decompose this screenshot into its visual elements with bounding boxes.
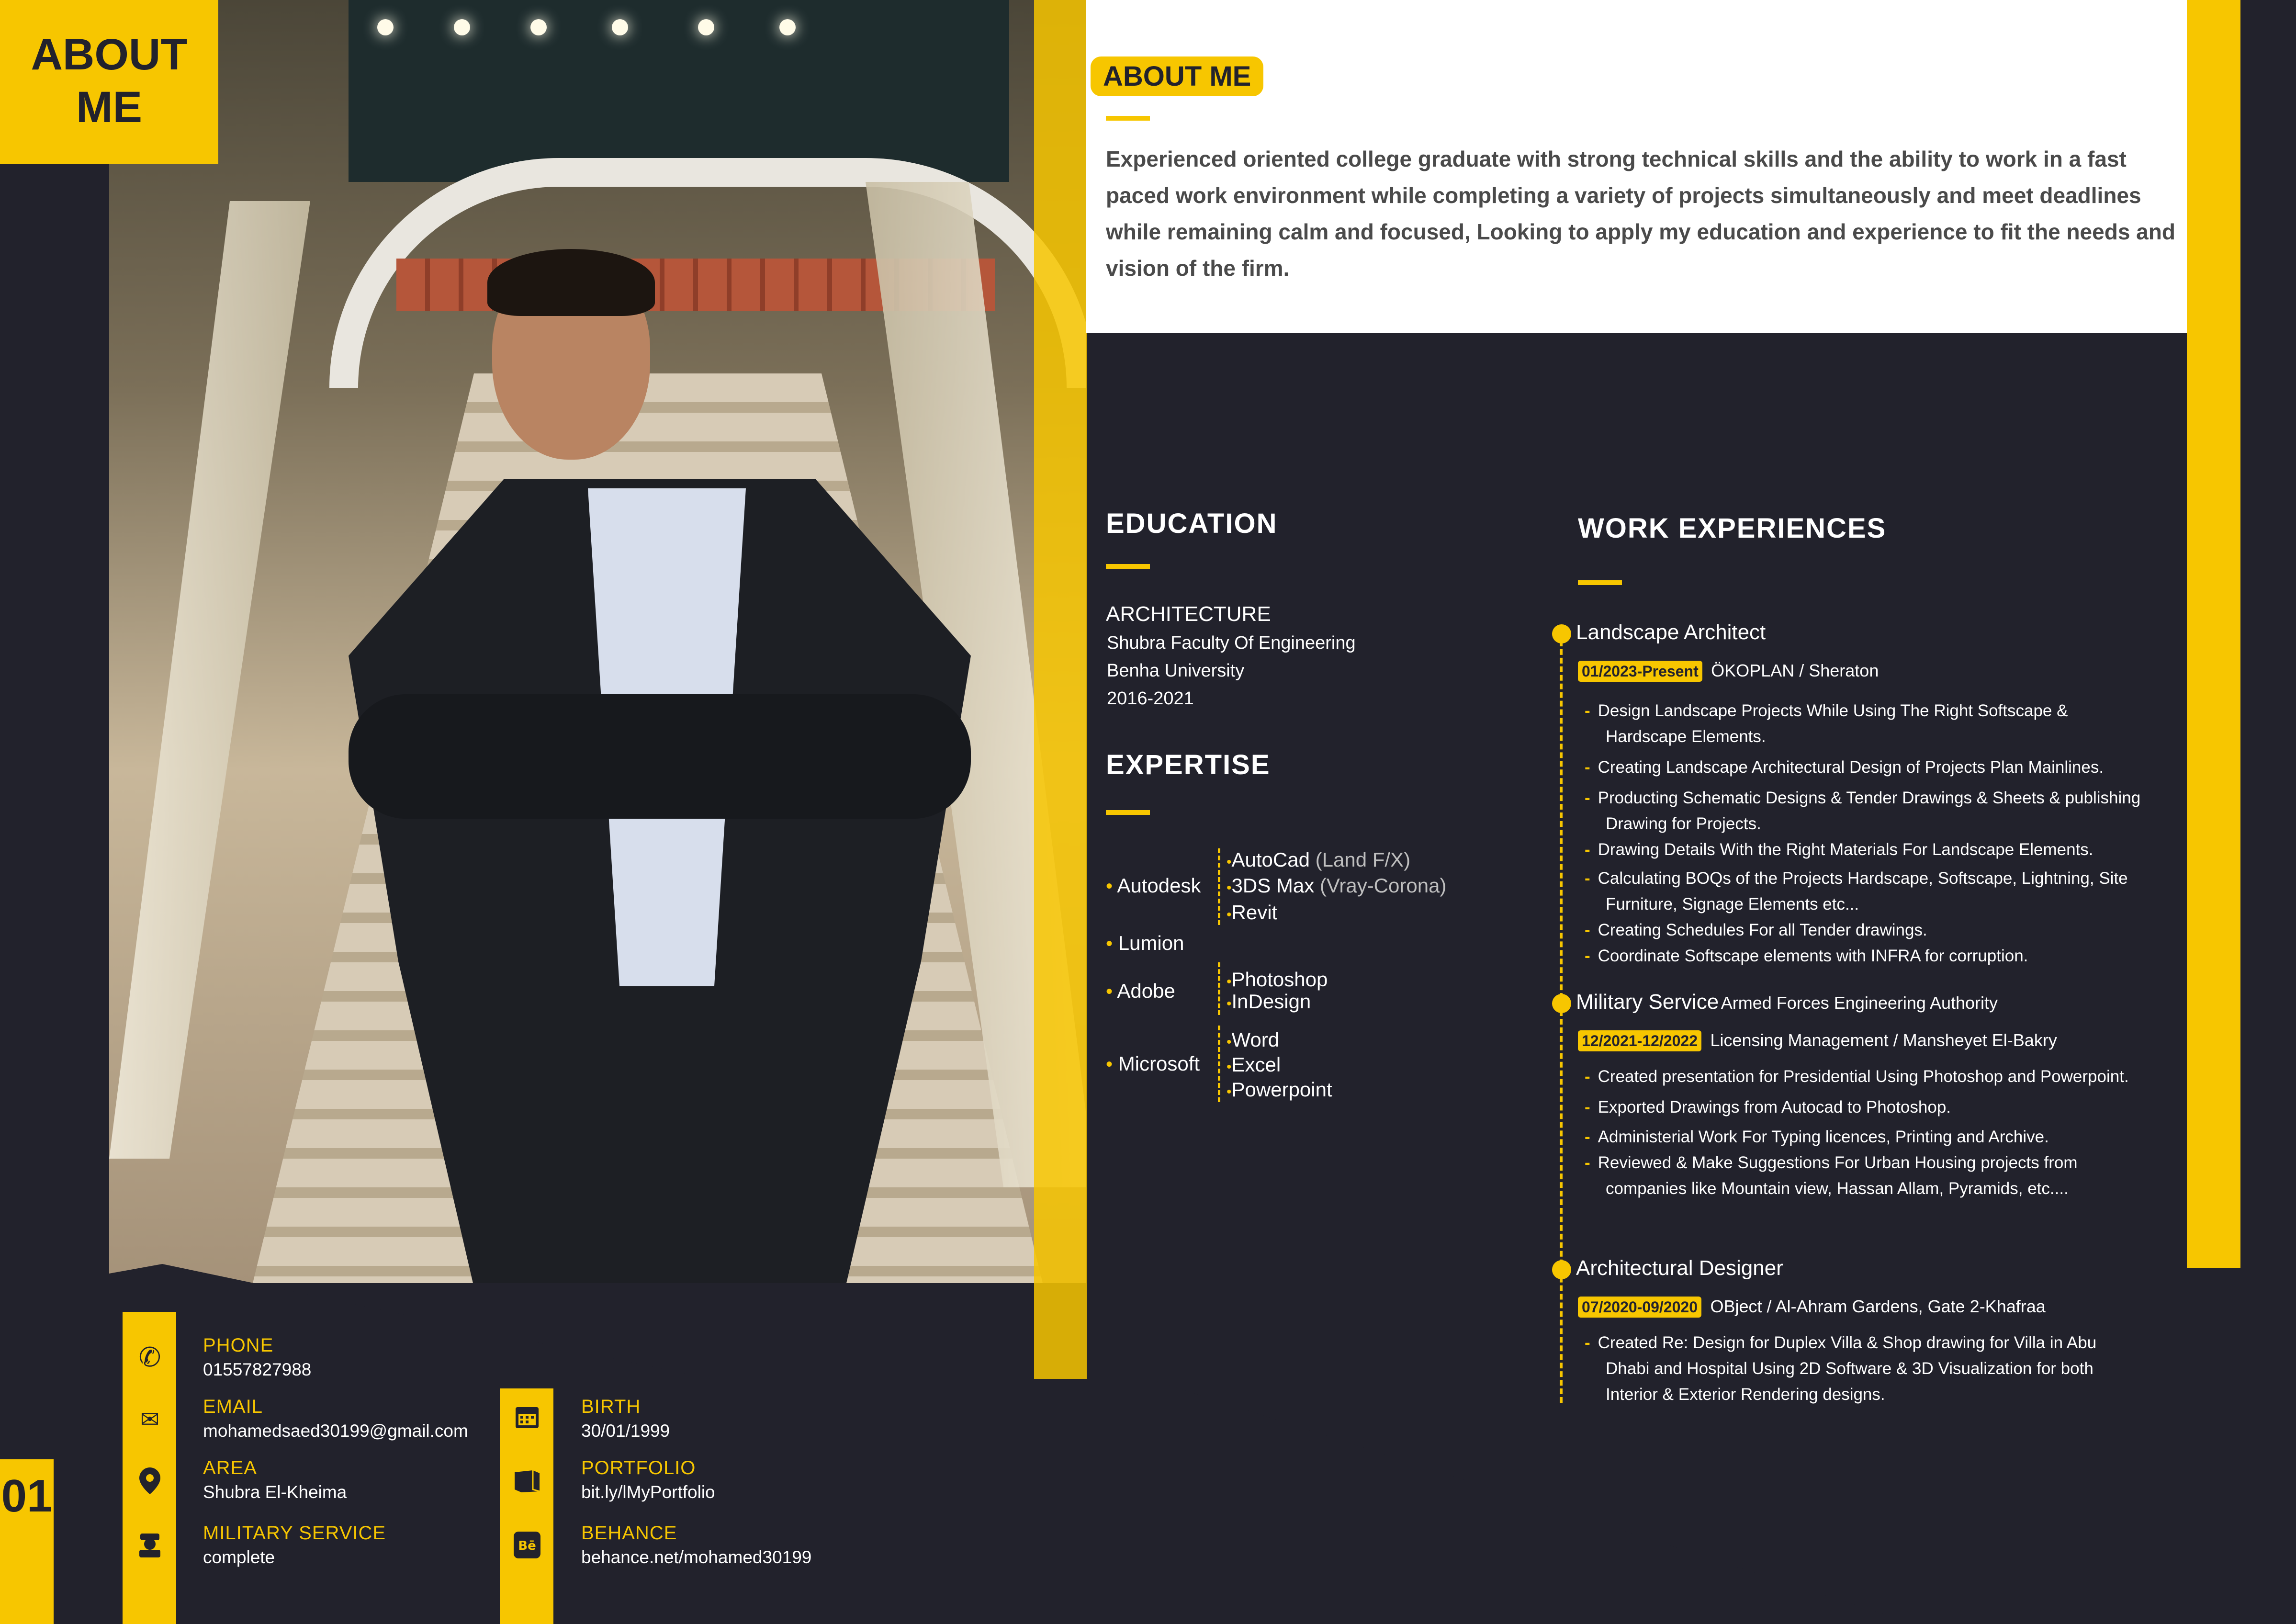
portfolio-icon (510, 1464, 544, 1498)
about-text: Experienced oriented college graduate with strong technical skills and the ability to work in a fast paced work environment while completing a variety of projects simultaneously and meet deadlines while remaining calm and focused, Looking to apply my education and experience to fit the needs and vision of the firm. (1106, 147, 2175, 281)
expertise-item: •3DS Max (Vray-Corona) (1227, 874, 1447, 897)
expertise-category: • Autodesk (1106, 874, 1201, 897)
expertise-title: EXPERTISE (1106, 749, 1271, 780)
timeline-dot (1552, 624, 1571, 643)
section-label-line1: ABOUT (31, 30, 188, 79)
portfolio-label: PORTFOLIO (581, 1457, 696, 1478)
job-bullets (1585, 1330, 2145, 1408)
job-bullet: - Design Landscape Projects While Using The Right Softscape & Hardscape Elements. (1585, 701, 2068, 746)
email-icon: ✉ (140, 1407, 160, 1432)
portfolio-link[interactable]: bit.ly/lMyPortfolio (581, 1482, 715, 1502)
job-org: Armed Forces Engineering Authority (1721, 993, 1998, 1013)
job-bullet: - Creating Schedules For all Tender drawings. (1585, 921, 1927, 939)
behance-label: BEHANCE (581, 1522, 677, 1544)
expertise-item: •Revit (1227, 901, 1278, 924)
education-divider (1106, 564, 1150, 569)
job-place: Licensing Management / Mansheyet El-Bakry (1710, 1030, 2057, 1050)
job-bullet: - Drawing Details With the Right Materials For Landscape Elements. (1585, 840, 2093, 859)
expertise-connector (1218, 962, 1220, 1015)
expertise-item: •Word (1227, 1028, 1280, 1051)
phone-value: 01557827988 (203, 1360, 312, 1379)
job-date-badge: 01/2023-Present (1578, 661, 1702, 682)
job-bullet: - Calculating BOQs of the Projects Hardscape, Softscape, Lightning, Site Furniture, Signage Elements etc... (1585, 869, 2128, 914)
job-bullet: - Administerial Work For Typing licences, Printing and Archive. (1585, 1128, 2049, 1146)
photo-accent-strip (1034, 0, 1087, 1465)
job-bullet: - Created presentation for Presidential Using Photoshop and Powerpoint. (1585, 1067, 2129, 1086)
profile-photo (109, 0, 1086, 1283)
education-degree: ARCHITECTURE (1106, 602, 1271, 626)
expertise-category: • Lumion (1106, 932, 1184, 954)
about-title: ABOUT ME (1091, 56, 1263, 96)
email-label: EMAIL (203, 1396, 263, 1417)
job-bullets (1585, 698, 2145, 969)
about-divider (1106, 116, 1150, 121)
expertise-divider (1106, 810, 1150, 815)
birth-label: BIRTH (581, 1396, 641, 1417)
military-icon (133, 1527, 167, 1561)
job-meta (1578, 1297, 2046, 1317)
expertise-item: •Excel (1227, 1053, 1281, 1076)
timeline-dot (1552, 994, 1571, 1013)
job-bullets (1585, 1064, 2145, 1202)
timeline-dot (1552, 1260, 1571, 1279)
job-date-badge: 12/2021-12/2022 (1578, 1030, 1701, 1051)
location-icon (133, 1464, 167, 1498)
job-bullet: - Coordinate Softscape elements with INFRA for corruption. (1585, 947, 2028, 965)
right-accent-bar (2187, 0, 2240, 1268)
education-faculty: Shubra Faculty Of Engineering (1107, 633, 1356, 653)
military-label: MILITARY SERVICE (203, 1522, 386, 1544)
calendar-icon (510, 1400, 544, 1433)
behance-icon[interactable] (510, 1528, 544, 1562)
expertise-category: • Microsoft (1106, 1052, 1200, 1075)
job-bullet: - Producting Schematic Designs & Tender Drawings & Sheets & publishing Drawing for Projects. (1585, 789, 2141, 833)
phone-label: PHONE (203, 1335, 274, 1356)
job-meta (1578, 1030, 2057, 1050)
expertise-item: •InDesign (1227, 990, 1311, 1013)
job-title: Architectural Designer (1576, 1256, 1783, 1280)
svg-text:Bē: Bē (518, 1539, 536, 1553)
birth-value: 30/01/1999 (581, 1421, 670, 1441)
military-value: complete (203, 1547, 275, 1567)
job-heading (1576, 990, 1998, 1014)
work-divider (1578, 580, 1622, 585)
job-date-badge: 07/2020-09/2020 (1578, 1297, 1701, 1318)
expertise-item: •Photoshop (1227, 968, 1328, 991)
education-title: EDUCATION (1106, 508, 1278, 539)
job-bullet: - Exported Drawings from Autocad to Photoshop. (1585, 1098, 1951, 1116)
expertise-category: • Adobe (1106, 980, 1175, 1002)
education-university: Benha University (1107, 661, 1245, 681)
expertise-item: •AutoCad (Land F/X) (1227, 848, 1411, 871)
work-timeline (1560, 632, 1563, 1403)
email-value[interactable]: mohamedsaed30199@gmail.com (203, 1421, 468, 1441)
area-label: AREA (203, 1457, 257, 1478)
job-title: Military Service (1576, 990, 1719, 1014)
page-number: 01 (1, 1470, 53, 1522)
expertise-item: •Powerpoint (1227, 1078, 1332, 1101)
section-label (0, 0, 218, 164)
job-place: ÖKOPLAN / Sheraton (1711, 661, 1879, 680)
expertise-connector (1218, 848, 1220, 925)
area-value: Shubra El-Kheima (203, 1482, 347, 1502)
phone-icon: ✆ (138, 1342, 161, 1372)
education-years: 2016-2021 (1107, 688, 1194, 709)
job-title: Landscape Architect (1576, 620, 1766, 644)
job-bullet: - Reviewed & Make Suggestions For Urban Housing projects from companies like Mountain view, Hassan Allam, Pyramids, etc.... (1585, 1153, 2078, 1198)
section-label-line2: ME (76, 83, 142, 132)
behance-link[interactable]: behance.net/mohamed30199 (581, 1547, 812, 1567)
right-accent-line (2237, 0, 2240, 333)
job-bullet: - Created Re: Design for Duplex Villa & Shop drawing for Villa in Abu Dhabi and Hospital Using 2D Software & 3D Visualization for both Interior & Exterior Rendering designs. (1585, 1333, 2097, 1404)
work-title: WORK EXPERIENCES (1578, 513, 1887, 544)
job-meta (1578, 661, 1879, 681)
job-place: OBject / Al-Ahram Gardens, Gate 2-Khafraa (1710, 1297, 2046, 1316)
expertise-connector (1218, 1026, 1220, 1102)
job-bullet: - Creating Landscape Architectural Design of Projects Plan Mainlines. (1585, 758, 2104, 777)
